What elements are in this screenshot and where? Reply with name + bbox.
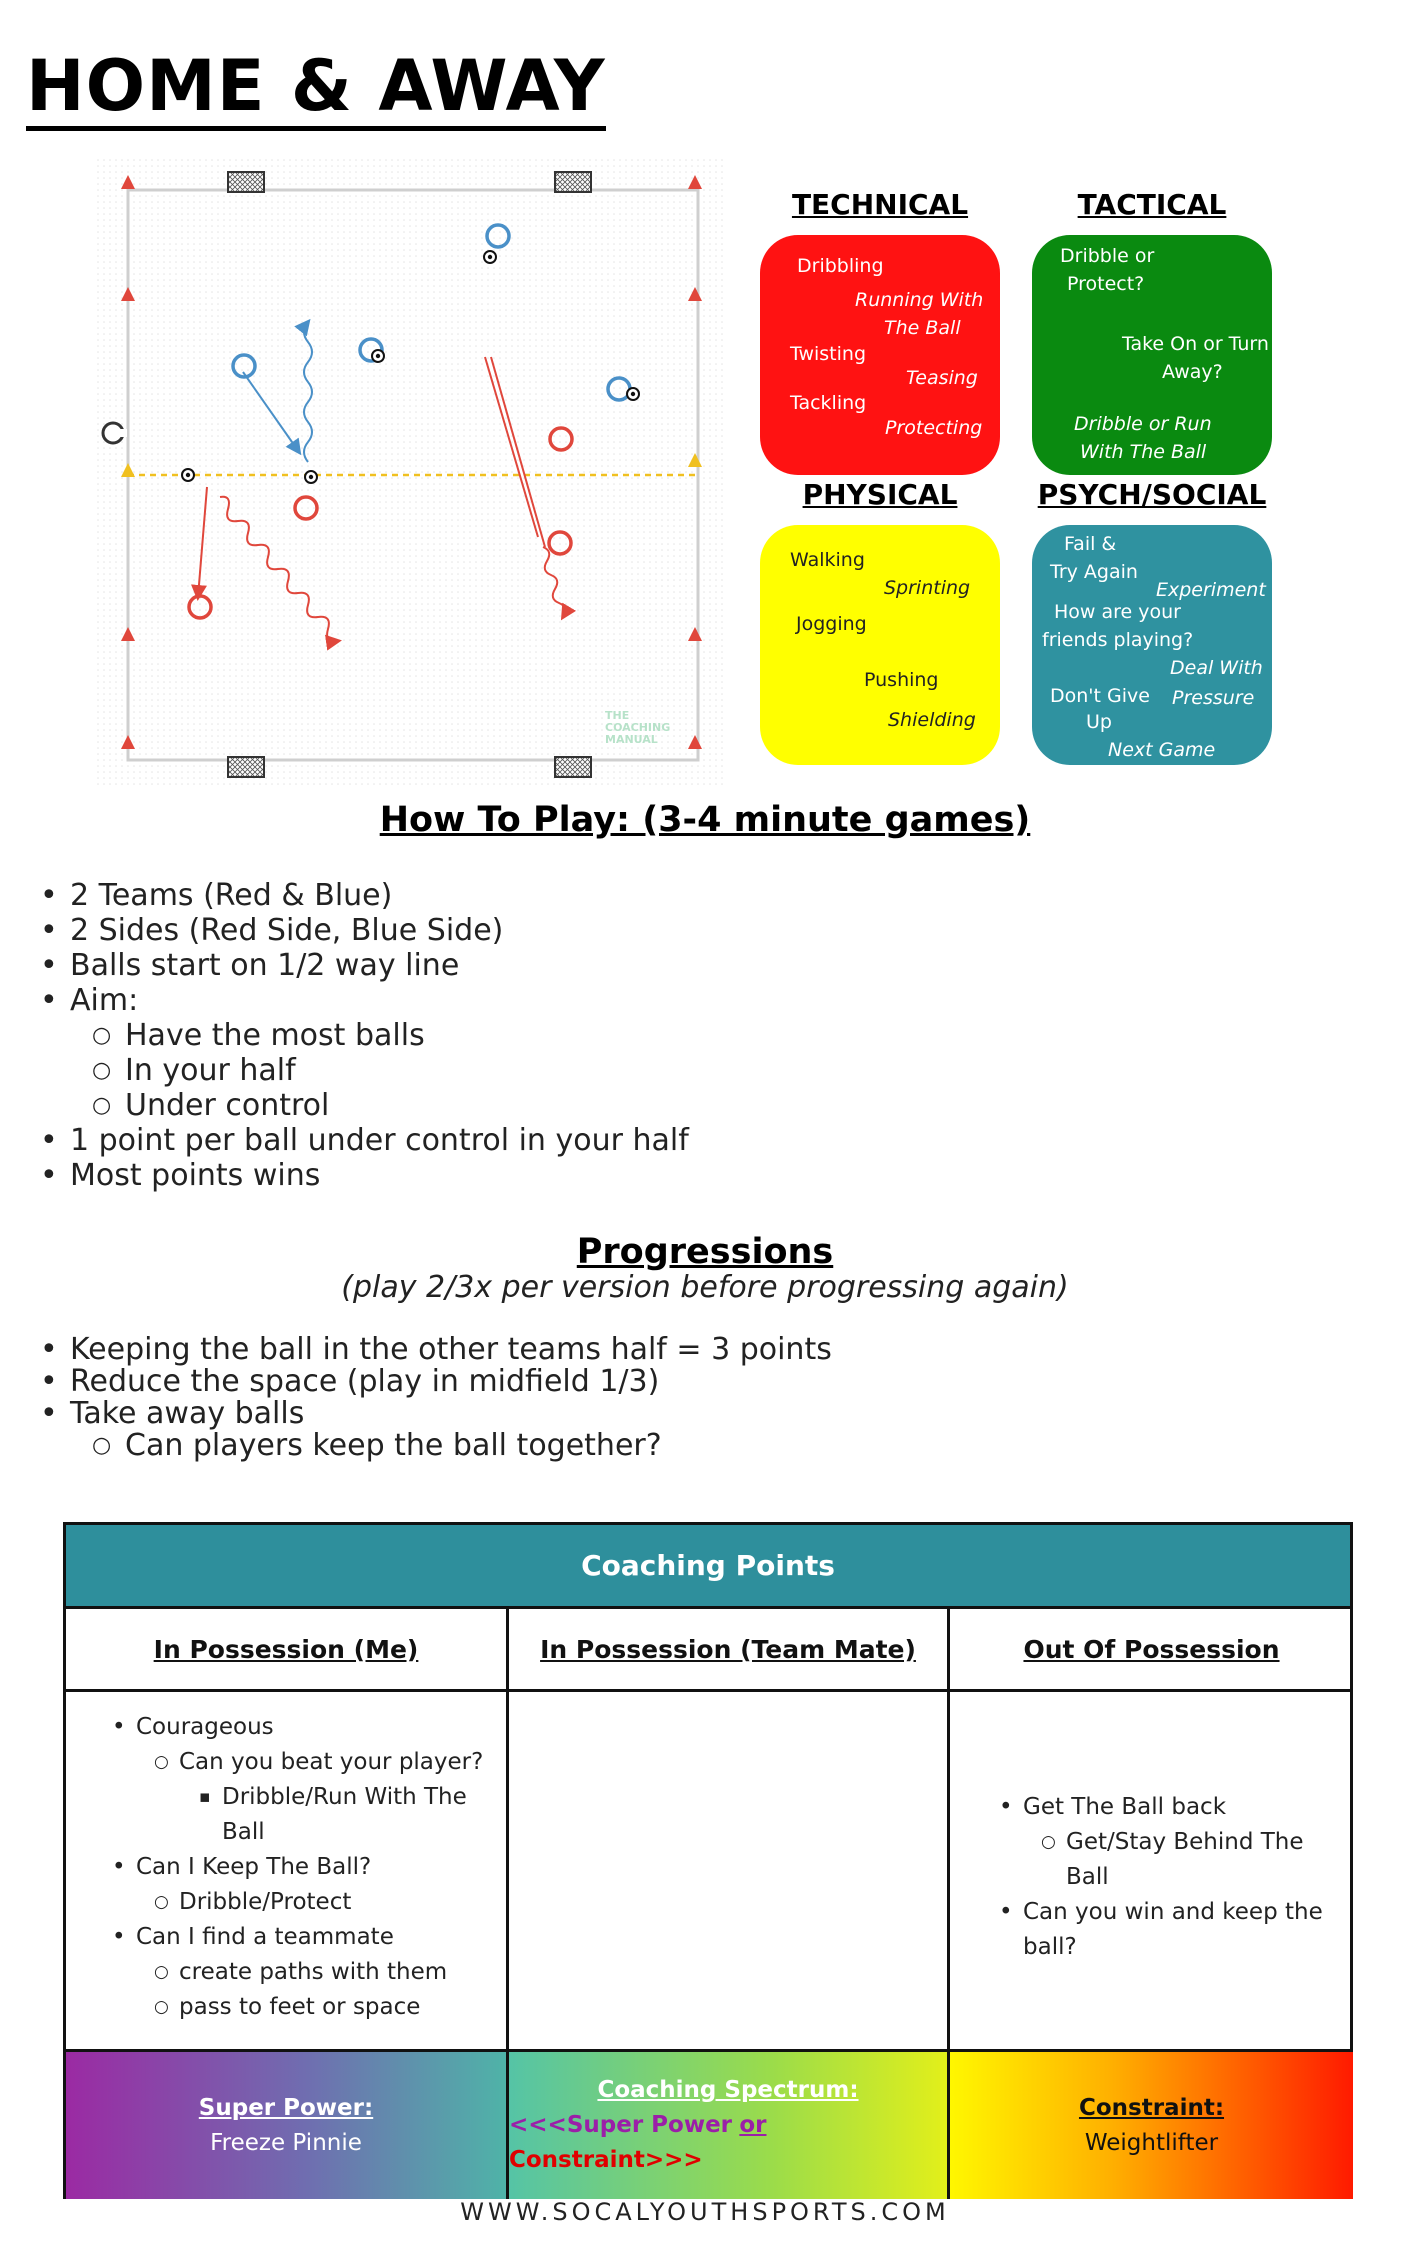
- list-item: • Can you win and keep the: [981, 1895, 1351, 1930]
- list-item: • 2 Teams (Red & Blue): [0, 878, 689, 913]
- skill-item: Jogging: [796, 613, 867, 635]
- column-header: In Possession (Team Mate): [509, 1609, 947, 1692]
- skill-item: How are your: [1054, 601, 1181, 623]
- psych-social-box: [1032, 525, 1272, 765]
- skill-item: Tackling: [790, 392, 867, 414]
- list-item: • Courageous: [94, 1710, 504, 1745]
- skill-item: Next Game: [1108, 739, 1216, 761]
- list-item: ○ Dribble/Protect: [94, 1885, 504, 1920]
- skill-item: Away?: [1162, 361, 1223, 383]
- how-to-play-heading: How To Play: (3-4 minute games): [379, 800, 1031, 840]
- coaching-spectrum-value: <<<Super Power or Constraint>>>: [509, 2112, 767, 2173]
- tactical-box: [1032, 235, 1272, 475]
- goal-icon: [555, 172, 591, 192]
- constraint-value: Weightlifter: [1084, 2129, 1219, 2156]
- skill-item: Protect?: [1067, 273, 1145, 295]
- skill-item: The Ball: [884, 317, 961, 339]
- super-power-title: Super Power:: [198, 2094, 374, 2121]
- list-item: • Can I Keep The Ball?: [94, 1850, 504, 1885]
- list-item: ○ Can you beat your player?: [94, 1745, 504, 1780]
- constraint-title: Constraint:: [1078, 2094, 1225, 2121]
- list-item: • Aim:: [0, 983, 689, 1018]
- progressions-list: [0, 1334, 832, 1462]
- goal-icon: [555, 757, 591, 777]
- skill-item: Twisting: [790, 343, 867, 365]
- list-item: ○ Under control: [0, 1088, 689, 1123]
- skill-item: Dribble or: [1060, 245, 1155, 267]
- list-item: ○ Have the most balls: [0, 1018, 689, 1053]
- skill-item: Running With: [855, 289, 984, 311]
- list-item: • Take away balls: [0, 1398, 832, 1430]
- list-item: • 2 Sides (Red Side, Blue Side): [0, 913, 689, 948]
- page-title: HOME & AWAY: [26, 50, 606, 131]
- skill-item: Protecting: [885, 417, 983, 439]
- skill-item: Teasing: [906, 367, 978, 389]
- svg-text:COACHING: COACHING: [605, 721, 671, 734]
- coaching-spectrum-cell: [509, 2049, 947, 2199]
- psych-social-heading: PSYCH/SOCIAL: [1037, 478, 1267, 511]
- coaching-spectrum-title: Coaching Spectrum:: [597, 2077, 859, 2103]
- physical-heading: PHYSICAL: [802, 478, 958, 511]
- list-item: • Balls start on 1/2 way line: [0, 948, 689, 983]
- skill-item: Take On or Turn: [1122, 333, 1269, 355]
- out-of-possession-list: [981, 1790, 1351, 1965]
- list-item: Ball: [222, 1819, 265, 1845]
- how-to-play-list: [0, 878, 689, 1193]
- list-item: ○ In your half: [0, 1053, 689, 1088]
- skill-item: Don't Give: [1050, 685, 1150, 707]
- progressions-subheading: (play 2/3x per version before progressing again): [341, 1270, 1069, 1305]
- super-power-value: Freeze Pinnie: [210, 2129, 362, 2156]
- physical-box: [760, 525, 1000, 765]
- list-item: ball?: [1023, 1934, 1077, 1960]
- list-item: ○ Can players keep the ball together?: [0, 1430, 832, 1462]
- skill-item: Pressure: [1172, 687, 1255, 709]
- list-item: • Can I find a teammate: [94, 1920, 504, 1955]
- list-item: • Reduce the space (play in midfield 1/3): [0, 1366, 832, 1398]
- list-item: ○ create paths with them: [94, 1955, 504, 1990]
- skill-item: Deal With: [1170, 657, 1263, 679]
- list-item: ▪ Dribble/Run With The: [94, 1780, 504, 1815]
- list-item: • Keeping the ball in the other teams half = 3 points: [0, 1334, 832, 1366]
- skill-item: Walking: [790, 549, 865, 571]
- list-item: • Most points wins: [0, 1158, 689, 1193]
- skill-item: Up: [1086, 711, 1112, 733]
- skill-item: Pushing: [864, 669, 939, 691]
- goal-icon: [228, 757, 264, 777]
- skill-item: Dribble or Run: [1074, 413, 1212, 435]
- skill-item: With The Ball: [1080, 441, 1207, 463]
- super-power-cell: [66, 2049, 506, 2199]
- svg-text:MANUAL: MANUAL: [605, 733, 658, 746]
- coaching-points-header: Coaching Points: [66, 1525, 1350, 1609]
- goal-icon: [228, 172, 264, 192]
- progressions-heading: Progressions: [576, 1232, 834, 1272]
- pitch-diagram: [95, 157, 725, 785]
- skill-item: Sprinting: [884, 577, 971, 599]
- website-footer: WWW.SOCALYOUTHSPORTS.COM: [460, 2198, 950, 2226]
- list-item: ○ pass to feet or space: [94, 1990, 504, 2025]
- tactical-heading: TACTICAL: [1077, 188, 1227, 221]
- skill-item: Fail &: [1064, 533, 1117, 555]
- column-header: In Possession (Me): [66, 1609, 506, 1692]
- skill-item: Experiment: [1156, 579, 1266, 601]
- coaching-points-table: [63, 1522, 1353, 2199]
- column-header: Out Of Possession: [950, 1609, 1353, 1692]
- svg-text:THE: THE: [605, 709, 630, 722]
- skill-item: Try Again: [1050, 561, 1138, 583]
- list-item: • 1 point per ball under control in your half: [0, 1123, 689, 1158]
- constraint-cell: [950, 2049, 1353, 2199]
- skill-item: friends playing?: [1042, 629, 1194, 651]
- in-possession-me-list: [94, 1710, 504, 2025]
- list-item: • Get The Ball back: [981, 1790, 1351, 1825]
- skill-item: Dribbling: [797, 255, 884, 277]
- technical-heading: TECHNICAL: [791, 188, 969, 221]
- skill-item: Shielding: [888, 709, 976, 731]
- list-item: ○ Get/Stay Behind The Ball: [981, 1825, 1351, 1895]
- technical-box: [760, 235, 1000, 475]
